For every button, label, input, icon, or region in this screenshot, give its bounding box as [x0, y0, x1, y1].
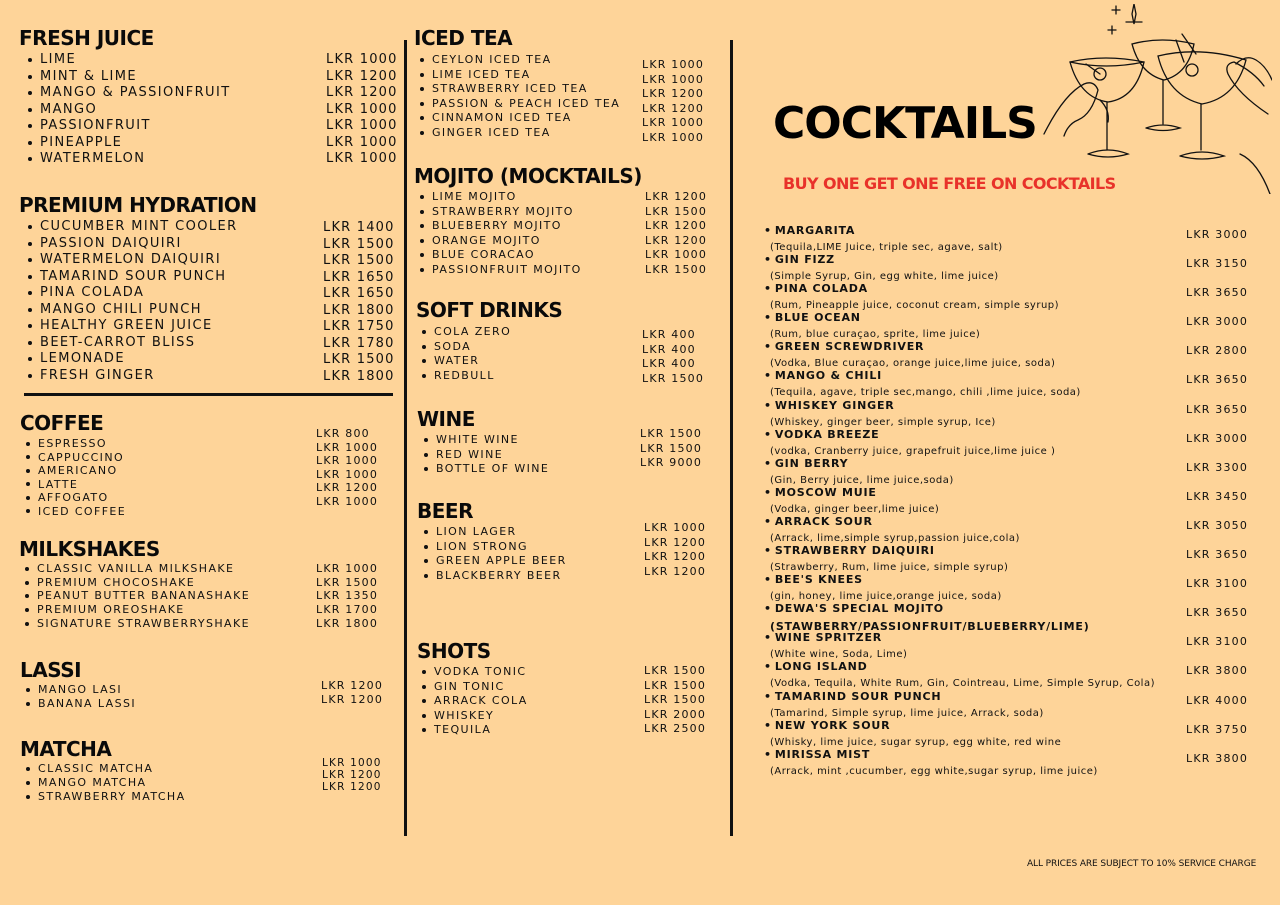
menu-item-name: STRAWBERRY ICED TEA	[432, 82, 620, 97]
menu-item-price: LKR 400	[642, 342, 696, 356]
menu-item-price: LKR 1200	[644, 564, 707, 578]
cocktail-description: (STAWBERRY/PASSIONFRUIT/BLUEBERRY/LIME)	[770, 620, 1090, 634]
menu-item-name: CLASSIC MATCHA	[38, 762, 186, 776]
menu-item-price: LKR 1200	[322, 781, 382, 793]
menu-item-name: PASSION & PEACH ICED TEA	[432, 96, 621, 110]
iced-tea-prices	[642, 58, 704, 145]
cocktail-description: (Arrack, mint ,cucumber, egg white,sugar syrup, lime juice)	[770, 765, 1098, 777]
cocktail-description: (Whisky, lime juice, sugar syrup, egg white, red wine	[770, 736, 1062, 748]
cocktail-description: (Tequila, agave, triple sec,mango, chili ,lime juice, soda)	[770, 387, 1081, 399]
cocktail-description: (gin, honey, lime juice,orange juice, soda)	[770, 591, 1002, 603]
menu-item-name: PINA COLADA	[40, 285, 238, 302]
cocktail-name: • WINE SPRITZER	[764, 631, 882, 644]
column-divider-right	[730, 40, 733, 836]
menu-item-name: ESPRESSO	[38, 437, 126, 451]
cocktail-description: (Rum, Pineapple juice, coconut cream, simple syrup)	[770, 300, 1060, 312]
menu-item-price: LKR 1000	[316, 440, 379, 454]
cocktail-price: LKR 3300	[1186, 460, 1249, 474]
menu-item-name: TAMARIND SOUR PUNCH	[40, 269, 238, 286]
menu-item-name: WATER	[434, 354, 511, 369]
cocktail-name: • WHISKEY GINGER	[764, 399, 895, 412]
menu-item-name: LIME MOJITO	[432, 190, 582, 205]
menu-item-price: LKR 1000	[326, 118, 398, 133]
menu-item-name: GINGER ICED TEA	[432, 126, 620, 141]
menu-item-price: LKR 1700	[316, 603, 379, 617]
matcha-list	[38, 762, 186, 804]
mojito-list	[432, 190, 582, 277]
menu-item-name: ICED COFFEE	[38, 504, 127, 518]
menu-item-price: LKR 1800	[323, 368, 395, 384]
cocktail-item	[764, 457, 1254, 486]
menu-item-name: LION LAGER	[436, 525, 567, 540]
cocktail-item	[764, 369, 1254, 398]
menu-item-price: LKR 1650	[323, 269, 395, 285]
menu-item-price: LKR 1500	[644, 693, 707, 706]
menu-item-name: PREMIUM CHOCOSHAKE	[37, 576, 250, 590]
wine-heading: WINE	[417, 407, 475, 431]
matcha-heading: MATCHA	[20, 737, 112, 761]
cocktail-item	[764, 660, 1254, 689]
menu-item-price: LKR 1200	[644, 535, 707, 549]
menu-item-name: LIME ICED TEA	[432, 68, 620, 83]
menu-item-price: LKR 1500	[323, 352, 395, 367]
menu-item-name: WATERMELON	[40, 151, 231, 168]
menu-item-price: LKR 9000	[640, 456, 703, 469]
cocktail-price: LKR 4000	[1186, 693, 1249, 707]
cocktail-name: • VODKA BREEZE	[764, 428, 880, 441]
menu-item-name: BANANA LASSI	[38, 697, 136, 710]
menu-item-price: LKR 1200	[645, 190, 708, 203]
menu-item-price: LKR 1750	[323, 319, 395, 334]
wine-prices	[640, 427, 702, 471]
beer-heading: BEER	[417, 499, 473, 523]
menu-item-name: GREEN APPLE BEER	[436, 554, 567, 567]
menu-item-price: LKR 1000	[645, 248, 708, 261]
menu-item-price: LKR 1200	[642, 101, 705, 115]
premium-hydration-heading: PREMIUM HYDRATION	[19, 193, 257, 217]
menu-item-name: MANGO MATCHA	[38, 776, 186, 790]
cocktail-price: LKR 3000	[1186, 228, 1249, 241]
menu-item-name: GIN TONIC	[434, 680, 528, 695]
menu-item-price: LKR 1800	[323, 302, 395, 318]
menu-item-name: CINNAMON ICED TEA	[432, 111, 620, 126]
cocktail-item	[764, 690, 1254, 719]
menu-item-price: LKR 2500	[644, 722, 707, 735]
menu-item-name: MANGO LASI	[38, 683, 136, 697]
cocktail-item	[764, 486, 1254, 515]
soft-drinks-heading: SOFT DRINKS	[416, 298, 563, 322]
menu-item-price: LKR 1200	[645, 219, 708, 232]
cocktail-name: • MOSCOW MUIE	[764, 486, 877, 499]
menu-item-name: RED WINE	[436, 448, 549, 463]
wine-list	[436, 433, 549, 477]
cocktail-price: LKR 3650	[1186, 606, 1249, 620]
cocktail-item	[764, 631, 1254, 660]
menu-item-name: CAPPUCCINO	[38, 451, 126, 465]
menu-item-price: LKR 1500	[640, 427, 703, 440]
menu-item-name: WHITE WINE	[436, 433, 549, 448]
menu-item-price: LKR 1000	[322, 757, 382, 769]
menu-item-price: LKR 1000	[316, 467, 379, 481]
menu-item-name: AFFOGATO	[38, 491, 126, 505]
cocktail-item	[764, 719, 1254, 748]
cocktail-name: • LONG ISLAND	[764, 660, 868, 673]
menu-item-name: PASSIONFRUIT MOJITO	[432, 262, 582, 276]
cocktail-price: LKR 3000	[1186, 431, 1249, 445]
milkshakes-prices	[316, 562, 378, 630]
cocktail-item	[764, 573, 1254, 602]
cocktail-name: • GIN FIZZ	[764, 253, 835, 266]
menu-item-price: LKR 1200	[326, 85, 398, 100]
premium-hydration-list	[40, 219, 238, 384]
cocktail-item	[764, 224, 1254, 253]
menu-item-price: LKR 1500	[323, 253, 395, 268]
menu-item-name: PREMIUM OREOSHAKE	[37, 603, 250, 617]
menu-item-price: LKR 1500	[640, 441, 703, 455]
column-divider-left	[404, 40, 407, 836]
menu-item-price: LKR 1500	[642, 371, 705, 385]
menu-item-name: PASSION DAIQUIRI	[40, 236, 238, 253]
soft-drinks-prices	[642, 328, 704, 386]
cocktail-description: (Whiskey, ginger beer, simple syrup, Ice)	[770, 416, 996, 428]
cocktail-name: • MIRISSA MIST	[764, 748, 870, 761]
menu-item-price: LKR 1200	[321, 679, 384, 692]
menu-item-price: LKR 1500	[644, 678, 707, 692]
menu-item-name: AMERICANO	[38, 464, 126, 478]
menu-item-name: HEALTHY GREEN JUICE	[40, 318, 238, 335]
cocktail-name: • GIN BERRY	[764, 457, 848, 470]
matcha-prices	[322, 757, 382, 793]
shots-list	[434, 665, 528, 738]
menu-item-price: LKR 1780	[323, 335, 395, 351]
cocktail-description: (Arrack, lime,simple syrup,passion juice,cola)	[770, 532, 1020, 544]
cocktail-description: (vodka, Cranberry juice, grapefruit juice,lime juice )	[770, 445, 1056, 457]
cocktail-description: (Strawberry, Rum, lime juice, simple syrup)	[770, 562, 1009, 574]
menu-item-price: LKR 1500	[645, 262, 708, 276]
soft-drinks-list	[434, 325, 511, 383]
cocktail-name: • BEE'S KNEES	[764, 573, 863, 586]
cocktail-price: LKR 3450	[1186, 489, 1249, 503]
menu-item-name: MANGO CHILI PUNCH	[40, 302, 238, 319]
cocktail-item	[764, 340, 1254, 369]
menu-item-name: PASSIONFRUIT	[40, 118, 231, 135]
menu-item-price: LKR 1200	[326, 68, 398, 84]
cocktail-description: (Vodka, ginger beer,lime juice)	[770, 503, 940, 515]
menu-item-price: LKR 1350	[316, 589, 379, 603]
menu-item-name: TEQUILA	[434, 723, 528, 738]
cocktail-price: LKR 3800	[1186, 751, 1249, 765]
menu-item-name: LEMONADE	[40, 351, 238, 368]
cocktail-price: LKR 3150	[1186, 257, 1249, 271]
menu-item-price: LKR 1000	[316, 562, 379, 575]
menu-item-price: LKR 1200	[645, 233, 708, 247]
cocktails-title: COCKTAILS	[773, 98, 1037, 149]
menu-item-name: VODKA TONIC	[434, 665, 527, 678]
menu-item-price: LKR 1000	[642, 72, 705, 86]
menu-item-name: ARRACK COLA	[434, 694, 528, 707]
cocktail-price: LKR 3050	[1186, 518, 1249, 532]
cocktail-item	[764, 748, 1254, 777]
menu-item-name: PEANUT BUTTER BANANASHAKE	[37, 589, 251, 603]
cocktail-description: (Tamarind, Simple syrup, lime juice, Arrack, soda)	[770, 707, 1044, 719]
menu-item-name: WHISKEY	[434, 709, 528, 724]
cocktail-price: LKR 3650	[1186, 548, 1249, 562]
cocktail-description: (Rum, blue curaçao, sprite, lime juice)	[770, 329, 981, 341]
menu-item-price: LKR 1000	[642, 116, 705, 129]
cocktail-description: (Gin, Berry juice, lime juice,soda)	[770, 474, 954, 486]
menu-item-name: MANGO & PASSIONFRUIT	[40, 85, 231, 100]
service-charge-note: ALL PRICES ARE SUBJECT TO 10% SERVICE CHARGE	[1027, 859, 1257, 869]
menu-item-name: MINT & LIME	[40, 69, 231, 86]
menu-item-name: STRAWBERRY MATCHA	[38, 790, 186, 803]
cocktail-price: LKR 3650	[1186, 286, 1249, 300]
cocktail-price: LKR 3800	[1186, 664, 1249, 678]
menu-item-price: LKR 1000	[326, 101, 398, 117]
menu-item-name: COLA ZERO	[434, 325, 512, 338]
section-divider	[24, 393, 393, 396]
menu-item-name: WATERMELON DAIQUIRI	[40, 252, 238, 269]
cocktail-name: • NEW YORK SOUR	[764, 719, 890, 732]
menu-item-name: CEYLON ICED TEA	[432, 53, 620, 68]
cocktails-list	[764, 224, 1254, 777]
fresh-juice-list	[40, 52, 231, 168]
menu-item-price: LKR 1200	[644, 550, 707, 563]
menu-item-price: LKR 1000	[326, 151, 398, 166]
menu-item-name: SIGNATURE STRAWBERRYSHAKE	[37, 616, 250, 630]
menu-item-name: LIME	[40, 52, 231, 69]
beer-prices	[644, 521, 706, 579]
cocktail-name: • GREEN SCREWDRIVER	[764, 340, 924, 353]
menu-item-name: BLACKBERRY BEER	[436, 569, 567, 584]
cocktail-item	[764, 399, 1254, 428]
mojito-heading: MOJITO (MOCKTAILS)	[414, 164, 642, 188]
cocktail-name: • TAMARIND SOUR PUNCH	[764, 690, 941, 703]
menu-item-price: LKR 1000	[642, 58, 705, 71]
menu-item-price: LKR 400	[642, 328, 696, 341]
menu-item-name: BLUE CORACAO	[432, 248, 582, 263]
cocktail-name: • MARGARITA	[764, 224, 855, 237]
menu-item-price: LKR 1000	[644, 521, 707, 534]
menu-item-price: LKR 1000	[326, 52, 398, 67]
premium-hydration-prices	[323, 220, 395, 385]
menu-item-price: LKR 1000	[316, 454, 379, 467]
cocktail-description: (Tequila,LIME Juice, triple sec, agave, salt)	[770, 242, 1003, 253]
menu-item-price: LKR 2000	[644, 707, 707, 721]
menu-item-name: BEET-CARROT BLISS	[40, 335, 238, 352]
menu-item-name: BLUEBERRY MOJITO	[432, 219, 582, 234]
menu-item-name: BOTTLE OF WINE	[436, 462, 550, 475]
cocktail-price: LKR 3100	[1186, 635, 1249, 649]
menu-item-price: LKR 1200	[316, 481, 379, 494]
cocktail-item	[764, 602, 1254, 634]
cocktail-name: • BLUE OCEAN	[764, 311, 861, 324]
mojito-prices	[645, 190, 707, 277]
cocktail-price: LKR 3650	[1186, 373, 1249, 387]
menu-item-name: SODA	[434, 340, 511, 355]
menu-item-price: LKR 1400	[323, 220, 395, 235]
menu-item-name: CLASSIC VANILLA MILKSHAKE	[37, 562, 250, 576]
cocktail-glasses-sketch-icon	[1040, 4, 1272, 194]
menu-item-name: LION STRONG	[436, 540, 567, 555]
milkshakes-heading: MILKSHAKES	[19, 537, 160, 561]
menu-item-price: LKR 1500	[316, 575, 379, 589]
lassi-heading: LASSI	[20, 658, 82, 682]
cocktail-name: • DEWA'S SPECIAL MOJITO	[764, 602, 944, 615]
menu-item-price: LKR 1200	[322, 769, 382, 781]
menu-item-price: LKR 1650	[323, 286, 395, 301]
cocktail-price: LKR 2800	[1186, 344, 1249, 358]
menu-item-price: LKR 800	[316, 427, 370, 440]
iced-tea-list	[432, 53, 620, 140]
cocktail-item	[764, 515, 1254, 544]
menu-item-name: CUCUMBER MINT COOLER	[40, 219, 238, 234]
cocktail-item	[764, 311, 1254, 340]
cocktail-name: • PINA COLADA	[764, 282, 868, 295]
cocktail-description: (Vodka, Tequila, White Rum, Gin, Cointreau, Lime, Simple Syrup, Cola)	[770, 678, 1155, 690]
menu-item-price: LKR 1000	[316, 494, 379, 508]
cocktail-description: (Simple Syrup, Gin, egg white, lime juice)	[770, 271, 999, 283]
fresh-juice-prices	[326, 52, 398, 168]
menu-item-name: REDBULL	[434, 369, 511, 384]
cocktail-name: • ARRACK SOUR	[764, 515, 873, 528]
coffee-prices	[316, 427, 378, 508]
menu-item-price: LKR 1200	[642, 87, 705, 100]
lassi-prices	[321, 679, 383, 707]
milkshakes-list	[37, 562, 250, 630]
coffee-list	[38, 437, 126, 518]
fresh-juice-heading: FRESH JUICE	[19, 26, 154, 50]
menu-item-price: LKR 1500	[645, 204, 708, 218]
cocktail-item	[764, 282, 1254, 311]
cocktail-item	[764, 428, 1254, 457]
cocktail-price: LKR 3750	[1186, 722, 1249, 736]
menu-item-price: LKR 1500	[644, 664, 707, 677]
menu-item-name: PINEAPPLE	[40, 135, 231, 152]
menu-item-price: LKR 1800	[316, 616, 379, 630]
menu-item-name: FRESH GINGER	[40, 368, 238, 385]
menu-item-price: LKR 1200	[321, 693, 384, 706]
cocktail-description: (Vodka, Blue curaçao, orange juice,lime juice, soda)	[770, 358, 1056, 370]
menu-item-price: LKR 1500	[323, 236, 395, 252]
menu-item-name: ORANGE MOJITO	[432, 234, 582, 249]
cocktail-description: (White wine, Soda, Lime)	[770, 649, 908, 661]
coffee-heading: COFFEE	[20, 411, 104, 435]
menu-item-price: LKR 1000	[326, 134, 398, 150]
cocktail-item	[764, 253, 1254, 282]
shots-prices	[644, 664, 706, 737]
cocktail-item	[764, 544, 1254, 573]
beer-list	[436, 525, 567, 583]
cocktail-name: • MANGO & CHILI	[764, 369, 882, 382]
menu-item-price: LKR 400	[642, 357, 696, 370]
menu-item-name: MANGO	[40, 102, 231, 119]
menu-item-name: LATTE	[38, 478, 126, 492]
cocktail-price: LKR 3650	[1186, 402, 1249, 416]
shots-heading: SHOTS	[417, 639, 491, 663]
menu-item-name: STRAWBERRY MOJITO	[432, 205, 582, 220]
promo-banner: BUY ONE GET ONE FREE ON COCKTAILS	[783, 174, 1116, 193]
menu-item-price: LKR 1000	[642, 130, 705, 144]
cocktail-name: • STRAWBERRY DAIQUIRI	[764, 544, 935, 557]
cocktail-price: LKR 3000	[1186, 315, 1249, 329]
cocktail-price: LKR 3100	[1186, 577, 1249, 591]
iced-tea-heading: ICED TEA	[414, 26, 513, 50]
lassi-list	[38, 683, 136, 711]
